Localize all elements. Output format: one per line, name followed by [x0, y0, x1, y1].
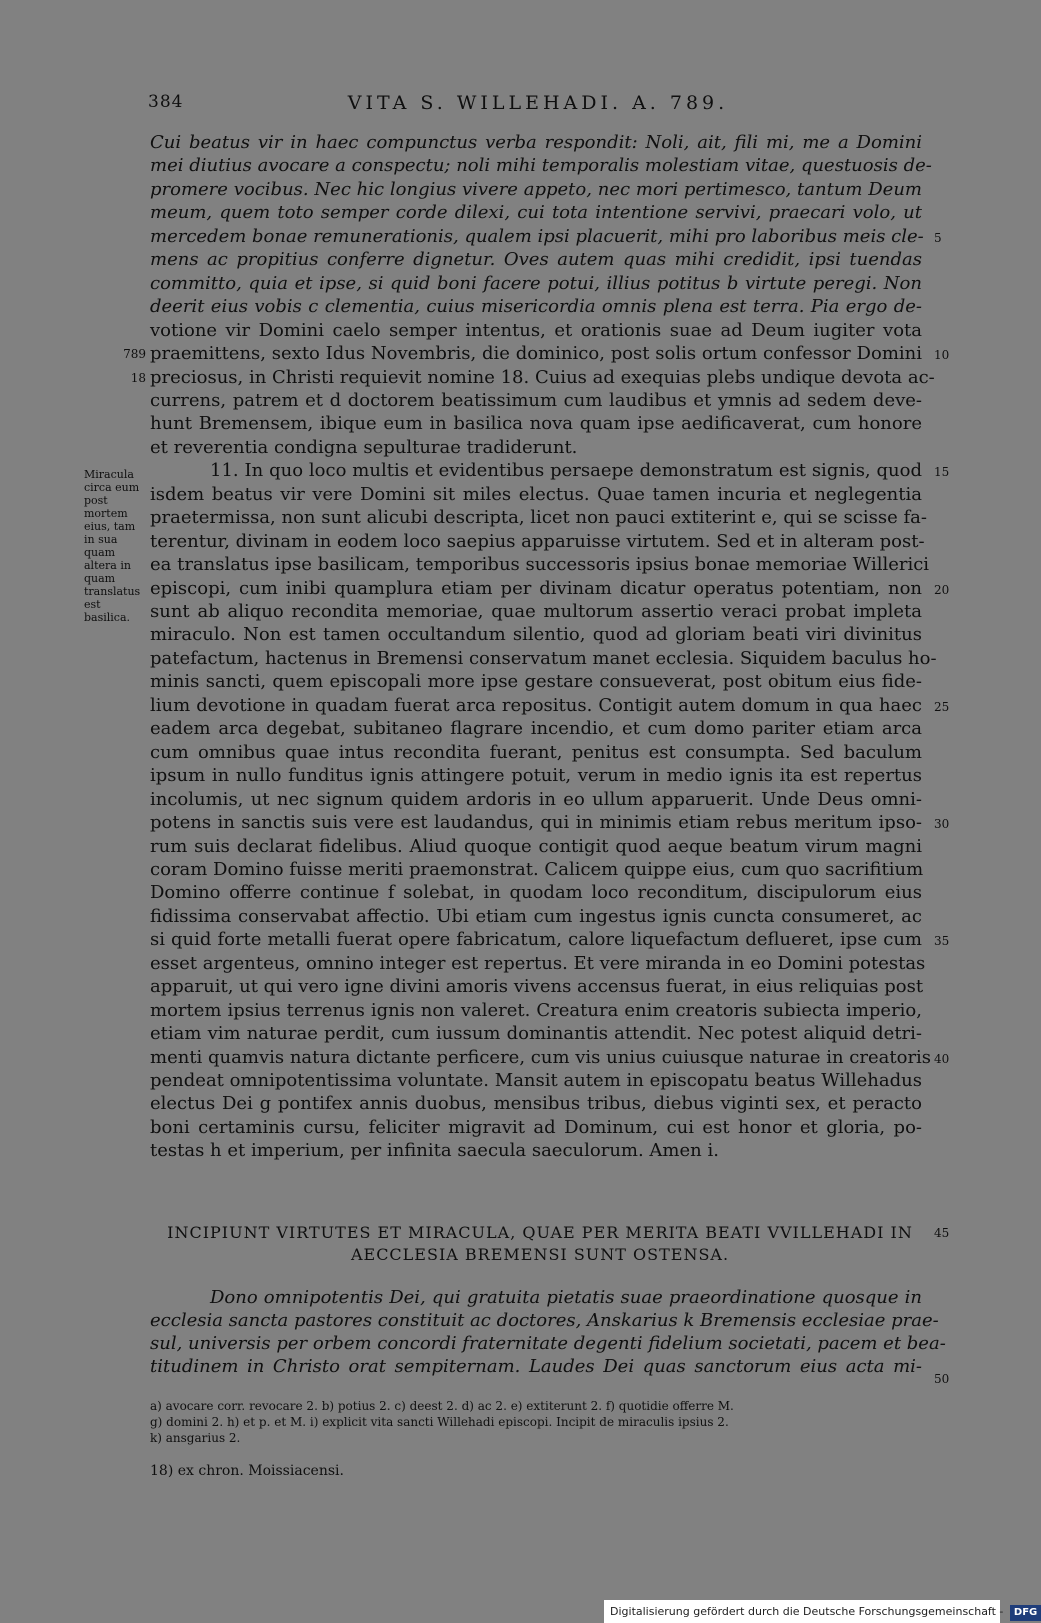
text-line: electus Dei g pontifex annis duobus, mensibus tribus, diebus viginti sex, et peracto	[150, 1093, 922, 1115]
text-line: promere vocibus. Nec hic longius vivere appeto, nec mori pertimesco, tantum Deum	[150, 178, 922, 200]
line-number: 40	[934, 1051, 950, 1066]
line-number: 35	[934, 934, 950, 949]
text-line: sunt ab aliquo recondita memoriae, quae multorum assertio veraci probat impleta	[150, 601, 922, 622]
text-line: esset argenteus, omnino integer est repertus. Et vere miranda in eo Domini potestas	[150, 952, 926, 974]
text-line: mortem ipsius terrenus ignis non valeret. Creatura enim creatoris subiecta imperio,	[150, 999, 922, 1021]
section-heading-line-1: INCIPIUNT VIRTUTES ET MIRACULA, QUAE PER MERITA BEATI VVILLEHADI IN	[167, 1223, 913, 1242]
text-line: Cui beatus vir in haec compunctus verba respondit: Noli, ait, fili mi, me a Domini	[150, 132, 922, 153]
heading-line-number: 45	[934, 1226, 950, 1240]
footnote-line: a) avocare corr. revocare 2. b) potius 2. c) deest 2. d) ac 2. e) extiterunt 2. f) quotidie offerre M.	[150, 1399, 734, 1413]
text-line: coram Domino fuisse meriti praemonstrat. Calicem quippe eius, cum quo sacrifitium	[150, 858, 924, 880]
digitization-footer	[604, 1600, 1038, 1623]
text-line: terentur, divinam in eodem loco saepius apparuisse virtutem. Sed et in alteram post-	[150, 530, 925, 552]
text-line: committo, quia et ipse, si quid boni facere potui, illius potitus b virtute peregi. Non	[150, 272, 922, 294]
text-line: ipsum in nullo funditus ignis attingere potuit, verum in medio ignis ita est repertus	[150, 765, 922, 787]
date-marker: 18	[130, 370, 146, 385]
line-number: 25	[934, 699, 950, 714]
line-number: 10	[934, 348, 950, 363]
text-line: apparuit, ut qui vero igne divini amoris vivens accensus fuerat, in eius reliquias post	[150, 976, 924, 998]
running-title: VITA S. WILLEHADI. A. 789.	[347, 92, 729, 114]
text-line: pendeat omnipotentissima voluntate. Mansit autem in episcopatu beatus Willehadus	[150, 1070, 922, 1091]
text-line: testas h et imperium, per infinita saecula saeculorum. Amen i.	[150, 1140, 719, 1162]
text-line: currens, patrem et d doctorem beatissimum cum laudibus et ymnis ad sedem deve-	[150, 389, 922, 411]
text-line: incolumis, ut nec signum quidem ardoris in eo ullum apparuerit. Unde Deus omni-	[150, 788, 922, 810]
text-line: lium devotione in quadam fuerat arca repositus. Contigit autem domum in qua haec	[150, 694, 922, 716]
text-line: Domino offerre continue f solebat, in quodam loco reconditum, discipulorum eius	[150, 882, 922, 904]
text-line: si quid forte metalli fuerat opere fabricatum, calore liquefactum deflueret, ipse cum	[150, 929, 922, 951]
footnote-line: g) domini 2. h) et p. et M. i) explicit vita sancti Willehadi episcopi. Incipit de miraculis ipsius 2.	[150, 1415, 729, 1429]
line-number: 15	[934, 465, 950, 480]
text-line: isdem beatus vir vere Domini sit miles electus. Quae tamen incuria et neglegentia	[150, 483, 922, 505]
prologue-line: titudinem in Christo orat sempiternam. Laudes Dei quas sanctorum eius acta mi-	[150, 1356, 922, 1377]
text-line: 11. In quo loco multis et evidentibus persaepe demonstratum est signis, quod	[210, 460, 922, 482]
prologue-line: sul, universis per orbem concordi fraternitate degenti fidelium societati, pacem et bea-	[150, 1333, 946, 1354]
text-line: praemittens, sexto Idus Novembris, die dominico, post solis ortum confessor Domini	[150, 343, 922, 365]
prologue-line: ecclesia sancta pastores constituit ac doctores, Anskarius k Bremensis ecclesiae prae-	[150, 1310, 939, 1331]
text-line: ea translatus ipse basilicam, temporibus successoris ipsius bonae memoriae Willerici	[150, 554, 930, 576]
text-line: eadem arca degebat, subitaneo flagrare incendio, et cum domo pariter etiam arca	[150, 718, 922, 740]
text-line: votione vir Domini caelo semper intentus, et orationis suae ad Deum iugiter vota	[150, 319, 922, 341]
text-line: praetermissa, non sunt alicubi descripta, licet non pauci extiterint e, qui se scisse fa-	[150, 507, 927, 529]
footnotes	[150, 1398, 922, 1446]
margin-note: Miracula circa eum post mortem eius, tam in sua quam altera in quam translatus est basilica.	[84, 468, 141, 624]
text-line: deerit eius vobis c clementia, cuius misericordia omnis plena est terra. Pia ergo de-	[150, 296, 922, 318]
page-number: 384	[148, 92, 184, 112]
text-line: mei diutius avocare a conspectu; noli mihi temporalis molestiam vitae, questuosis de-	[150, 155, 932, 177]
prologue-line-number: 50	[934, 1372, 950, 1386]
date-marker: 789	[123, 347, 146, 362]
line-number: 20	[934, 582, 950, 597]
footer-text: Digitalisierung gefördert durch die Deutsche Forschungsgemeinschaft -	[610, 1605, 1004, 1618]
text-line: etiam vim naturae perdit, cum iussum dominantis attendit. Nec potest aliquid detri-	[150, 1023, 922, 1045]
text-line: minis sancti, quem episcopali more ipse gestare consueverat, post obitum eius fide-	[150, 671, 922, 693]
source-note: 18) ex chron. Moissiacensi.	[150, 1463, 344, 1479]
footnote-line: k) ansgarius 2.	[150, 1431, 241, 1445]
text-line: miraculo. Non est tamen occultandum silentio, quod ad gloriam beati viri divinitus	[150, 624, 922, 646]
text-line: menti quamvis natura dictante perficere, cum vis unius cuiusque naturae in creatoris	[150, 1046, 932, 1068]
text-line: hunt Bremensem, ibique eum in basilica nova quam ipse aedificaverat, cum honore	[150, 413, 922, 435]
text-line: fidissima conservabat affectio. Ubi etiam cum ingestus ignis cuncta consumeret, ac	[150, 905, 922, 927]
text-line: boni certaminis cursu, feliciter migravit ad Dominum, cui est honor et gloria, po-	[150, 1116, 922, 1138]
text-line: preciosus, in Christi requievit nomine 18. Cuius ad exequias plebs undique devota ac-	[150, 366, 935, 388]
text-line: patefactum, hactenus in Bremensi conservatum manet ecclesia. Siquidem baculus ho-	[150, 647, 937, 669]
page-header	[148, 92, 928, 118]
text-line: rum suis declarat fidelibus. Aliud quoque contigit quod aeque beatum virum magni	[150, 835, 922, 857]
prologue-line: Dono omnipotentis Dei, qui gratuita pietatis suae praeordinatione quosque in	[210, 1287, 922, 1308]
text-line: et reverentia condigna sepulturae tradiderunt.	[150, 436, 578, 458]
line-number: 5	[934, 230, 942, 245]
text-line: episcopi, cum inibi quamplura etiam per divinam dicatur operatus potentiam, non	[150, 577, 922, 599]
dfg-logo: DFG	[1010, 1605, 1041, 1621]
text-line: meum, quem toto semper corde dilexi, cui tota intentione servivi, praecari volo, ut	[150, 202, 922, 224]
text-line: cum omnibus quae intus recondita fuerant, penitus est consumpta. Sed baculum	[150, 741, 922, 763]
text-line: mens ac propitius conferre dignetur. Oves autem quas mihi credidit, ipsi tuendas	[150, 249, 922, 271]
line-number: 30	[934, 817, 950, 832]
section-heading	[160, 1222, 920, 1266]
text-line: potens in sanctis suis vere est laudandus, qui in minimis etiam rebus meritum ipso-	[150, 812, 922, 834]
section-heading-line-2: AECCLESIA BREMENSI SUNT OSTENSA.	[350, 1245, 730, 1264]
text-line: mercedem bonae remunerationis, qualem ipsi placuerit, mihi pro laboribus meis cle-	[150, 225, 924, 247]
